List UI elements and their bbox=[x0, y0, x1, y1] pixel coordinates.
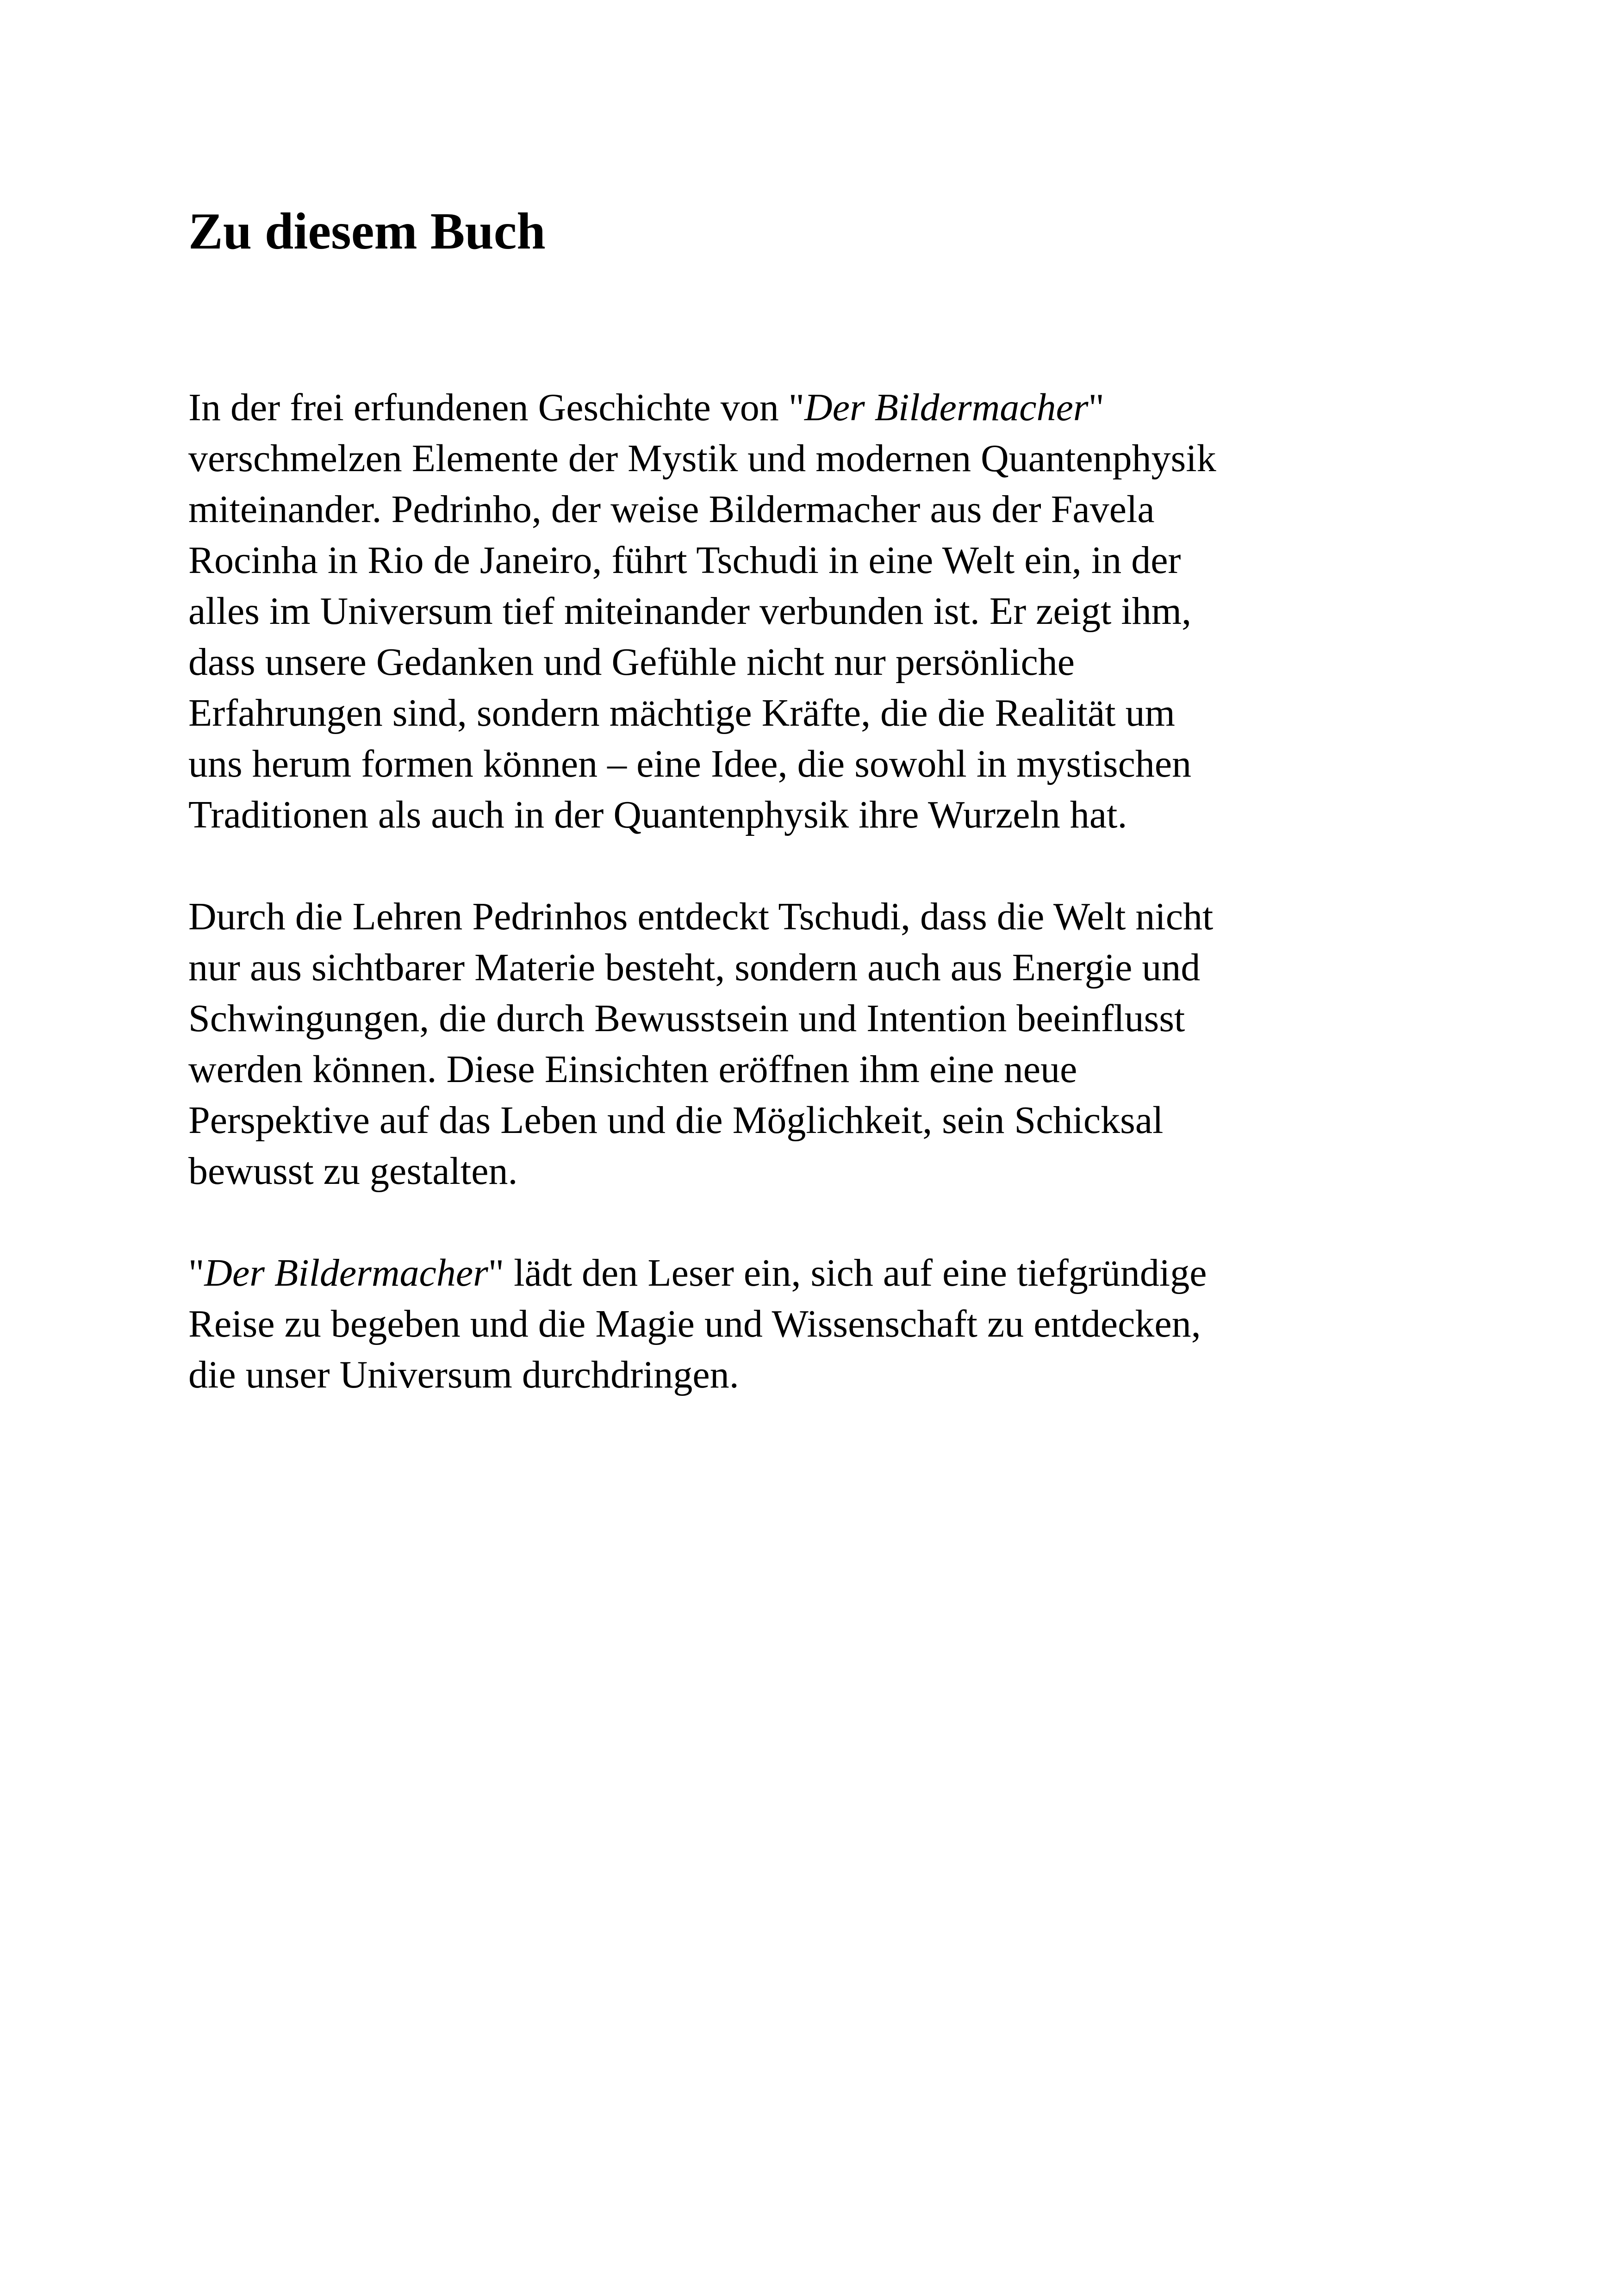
paragraph-line: verschmelzen Elemente der Mystik und modernen Quantenphysik bbox=[188, 437, 1216, 480]
paragraph-line: bewusst zu gestalten. bbox=[188, 1150, 518, 1193]
paragraph-line: Reise zu begeben und die Magie und Wissenschaft zu entdecken, bbox=[188, 1302, 1201, 1345]
paragraph-line: alles im Universum tief miteinander verbunden ist. Er zeigt ihm, bbox=[188, 590, 1192, 633]
paragraph-line: dass unsere Gedanken und Gefühle nicht nur persönliche bbox=[188, 641, 1075, 684]
page-heading: Zu diesem Buch bbox=[188, 203, 546, 260]
book-title-italic: Der Bildermacher bbox=[804, 386, 1089, 429]
body-text bbox=[188, 382, 1507, 1400]
paragraph-line: Durch die Lehren Pedrinhos entdeckt Tschudi, dass die Welt nicht bbox=[188, 895, 1214, 938]
paragraph-line: Rocinha in Rio de Janeiro, führt Tschudi in eine Welt ein, in der bbox=[188, 539, 1181, 582]
paragraph-line: In der frei erfundenen Geschichte von "Der Bildermacher" bbox=[188, 386, 1104, 429]
paragraph-line: die unser Universum durchdringen. bbox=[188, 1353, 739, 1396]
paragraph-line: "Der Bildermacher" lädt den Leser ein, sich auf eine tiefgründige bbox=[188, 1251, 1207, 1294]
paragraph-line: werden können. Diese Einsichten eröffnen ihm eine neue bbox=[188, 1048, 1077, 1091]
paragraph-line: miteinander. Pedrinho, der weise Bildermacher aus der Favela bbox=[188, 488, 1155, 531]
paragraph-line: nur aus sichtbarer Materie besteht, sondern auch aus Energie und bbox=[188, 946, 1201, 989]
book-title-italic: Der Bildermacher bbox=[204, 1251, 488, 1294]
paragraph-line: Schwingungen, die durch Bewusstsein und Intention beeinflusst bbox=[188, 997, 1185, 1040]
paragraph-line: Perspektive auf das Leben und die Möglichkeit, sein Schicksal bbox=[188, 1099, 1164, 1142]
paragraph-3 bbox=[188, 1248, 1507, 1400]
paragraph-line: Erfahrungen sind, sondern mächtige Kräfte, die die Realität um bbox=[188, 691, 1175, 734]
paragraph-line: uns herum formen können – eine Idee, die sowohl in mystischen bbox=[188, 742, 1192, 785]
paragraph-line: Traditionen als auch in der Quantenphysik ihre Wurzeln hat. bbox=[188, 793, 1127, 836]
paragraph-1 bbox=[188, 382, 1507, 840]
paragraph-2 bbox=[188, 891, 1507, 1197]
